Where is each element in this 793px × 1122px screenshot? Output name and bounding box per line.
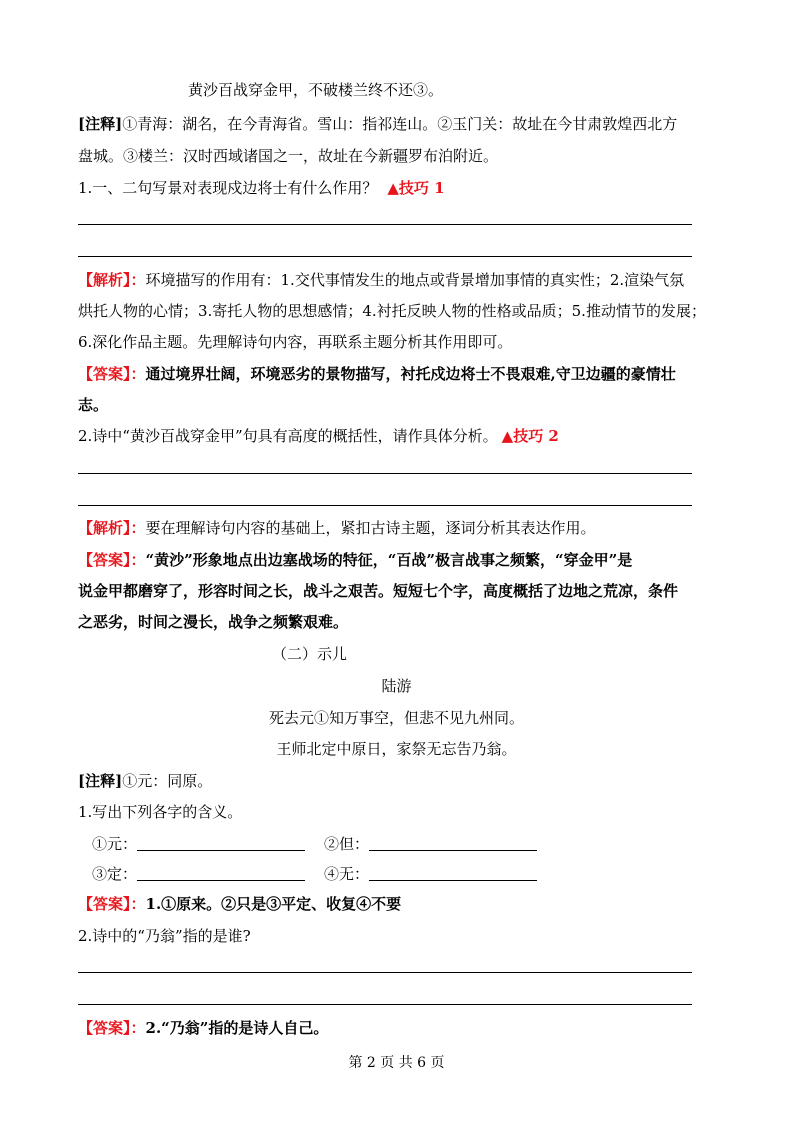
answer-1 (78, 364, 676, 384)
answer-text-line2: 说金甲都磨穿了，形容时间之长，战斗之艰苦。短短七个字，高度概括了边地之荒凉，条件 (78, 582, 679, 600)
poem2-question-1: 1.写出下列各字的含义。 (78, 803, 243, 821)
answer-text-line3: 之恶劣，时间之漫长，战争之频繁艰难。 (78, 613, 349, 631)
answer-label: 【答案】： (78, 551, 146, 569)
notes-label: [注释] (78, 115, 123, 133)
answer-label: 【答案】： (78, 1019, 146, 1037)
blank-field[interactable] (137, 836, 305, 851)
notes-text: ①元：同原。 (122, 772, 213, 790)
poem2-question-2: 2.诗中的“乃翁”指的是谁? (78, 927, 251, 945)
question-1 (78, 178, 445, 198)
answer-line (78, 224, 692, 225)
answer-text-line2: 志。 (78, 396, 109, 414)
answer-text-line1: “黄沙”形象地点出边塞战场的特征，“百战”极言战事之频繁，“穿金甲”是 (145, 551, 633, 569)
poem1-notes (78, 114, 677, 134)
notes-label: [注释] (78, 772, 123, 790)
answer-line (78, 256, 692, 257)
answer-label: 【答案】： (78, 895, 146, 913)
answer-2 (78, 550, 632, 570)
answer-text-line1: 通过境界壮阔，环境恶劣的景物描写，衬托戍边将士不畏艰难,守卫边疆的豪情壮 (145, 365, 676, 383)
blank-label: ③定： (92, 865, 138, 883)
poem2-title: （二）示儿 (272, 645, 348, 663)
poem1-last-line: 黄沙百战穿金甲，不破楼兰终不还③。 (188, 81, 444, 99)
poem2-line1: 死去元①知万事空，但悲不见九州同。 (268, 709, 524, 727)
blank-row (92, 864, 305, 884)
skill-tag: ▲技巧 1 (387, 179, 445, 197)
poem2-line2: 王师北定中原日，家祭无忘告乃翁。 (276, 740, 517, 758)
blank-label: ②但： (324, 835, 370, 853)
analysis-text-line1: 环境描写的作用有：1.交代事情发生的地点或背景增加事情的真实性；2.渲染气氛 (145, 271, 685, 289)
question-text: 2.诗中“黄沙百战穿金甲”句具有高度的概括性，请作具体分析。 (78, 427, 498, 445)
analysis-label: 【解析】： (78, 519, 146, 537)
answer-text: 2.“乃翁”指的是诗人自己。 (145, 1019, 329, 1037)
poem2-author: 陆游 (381, 677, 412, 695)
answer-line (78, 1004, 692, 1005)
skill-tag: ▲技巧 2 (501, 427, 559, 445)
blank-field[interactable] (369, 866, 537, 881)
analysis-text-line3: 6.深化作品主题。先理解诗句内容，再联系主题分析其作用即可。 (78, 333, 513, 351)
notes-text-line1: ①青海：湖名，在今青海省。雪山：指祁连山。②玉门关：故址在今甘肃敦煌西北方 (122, 115, 678, 133)
blank-field[interactable] (369, 836, 537, 851)
blank-label: ①元： (92, 835, 138, 853)
question-text: 1.一、二句写景对表现戍边将士有什么作用？ (78, 179, 378, 197)
poem2-answer-1 (78, 894, 401, 914)
blank-row (92, 834, 305, 854)
poem2-answer-2 (78, 1018, 328, 1038)
blank-label: ④无： (324, 865, 370, 883)
notes-text-line2: 盘城。③楼兰：汉时西域诸国之一，故址在今新疆罗布泊附近。 (78, 147, 499, 165)
analysis-text-line2: 烘托人物的心情；3.寄托人物的思想感情；4.衬托反映人物的性格或品质；5.推动情节的发展； (78, 302, 706, 320)
blank-row (324, 864, 537, 884)
answer-line (78, 972, 692, 973)
answer-line (78, 505, 692, 506)
answer-line (78, 473, 692, 474)
analysis-1 (78, 270, 684, 290)
analysis-text: 要在理解诗句内容的基础上，紧扣古诗主题，逐词分析其表达作用。 (145, 519, 596, 537)
blank-field[interactable] (137, 866, 305, 881)
analysis-2 (78, 518, 596, 538)
answer-label: 【答案】： (78, 365, 146, 383)
blank-row (324, 834, 537, 854)
analysis-label: 【解析】： (78, 271, 146, 289)
page-footer: 第 2 页 共 6 页 (348, 1055, 445, 1071)
answer-text: 1.①原来。②只是③平定、收复④不要 (145, 895, 402, 913)
poem2-notes (78, 771, 212, 791)
question-2 (78, 426, 559, 446)
